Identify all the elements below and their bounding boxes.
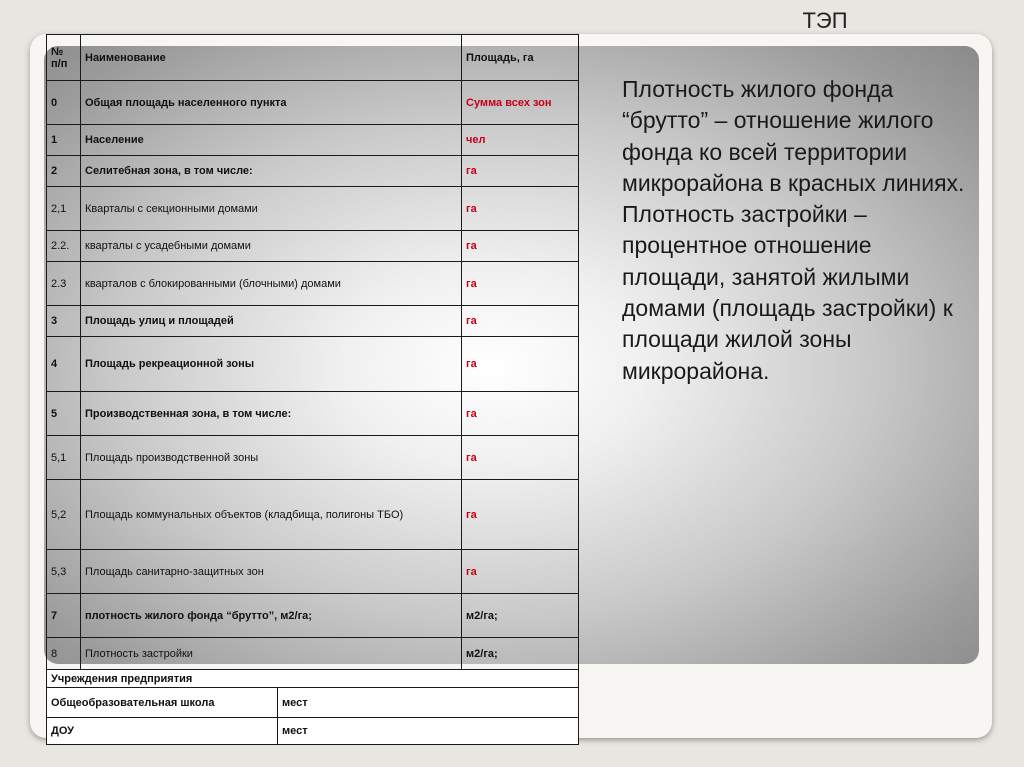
- table-row: [47, 231, 579, 262]
- table-row: [47, 262, 579, 306]
- table-row: [47, 638, 579, 670]
- row-name: Плотность застройки: [81, 638, 462, 670]
- facility-name: ДОУ: [47, 718, 278, 745]
- header-area: Площадь, га: [462, 35, 579, 81]
- description-paragraph-2: Плотность застройки – процентное отношение площади, занятой жилыми домами (площадь застройки) к площади жилой зоны микрорайона.: [622, 201, 953, 384]
- row-num: 3: [47, 306, 81, 337]
- row-num: 2.3: [47, 262, 81, 306]
- table-row: [47, 594, 579, 638]
- row-value: га: [462, 550, 579, 594]
- row-value: га: [462, 231, 579, 262]
- table-row: [47, 81, 579, 125]
- row-value: м2/га;: [462, 594, 579, 638]
- row-name: кварталы с усадебными домами: [81, 231, 462, 262]
- row-name: Площадь улиц и площадей: [81, 306, 462, 337]
- table-row: [47, 550, 579, 594]
- section-row: [47, 670, 579, 688]
- row-num: 2.2.: [47, 231, 81, 262]
- row-num: 1: [47, 125, 81, 156]
- table-row: [47, 337, 579, 392]
- facility-row: [47, 718, 579, 745]
- row-name: Население: [81, 125, 462, 156]
- section-title: Учреждения предприятия: [47, 670, 579, 688]
- row-num: 0: [47, 81, 81, 125]
- table-header-row: [47, 35, 579, 81]
- table-row: [47, 436, 579, 480]
- row-name: Общая площадь населенного пункта: [81, 81, 462, 125]
- row-name: Производственная зона, в том числе:: [81, 392, 462, 436]
- row-value: Сумма всех зон: [462, 81, 579, 125]
- facility-row: [47, 688, 579, 718]
- row-num: 5: [47, 392, 81, 436]
- row-value: га: [462, 262, 579, 306]
- row-name: плотность жилого фонда “брутто”, м2/га;: [81, 594, 462, 638]
- row-num: 7: [47, 594, 81, 638]
- row-value: га: [462, 436, 579, 480]
- facility-unit: мест: [278, 718, 579, 745]
- row-name: Площадь санитарно-защитных зон: [81, 550, 462, 594]
- row-value: га: [462, 480, 579, 550]
- row-name: Кварталы с секционными домами: [81, 187, 462, 231]
- description-text: [622, 74, 977, 387]
- row-num: 5,1: [47, 436, 81, 480]
- table-row: [47, 125, 579, 156]
- table-row: [47, 306, 579, 337]
- table-row: [47, 187, 579, 231]
- row-value: га: [462, 187, 579, 231]
- row-value: га: [462, 156, 579, 187]
- header-num: № п/п: [47, 35, 81, 81]
- row-num: 5,3: [47, 550, 81, 594]
- description-paragraph-1: Плотность жилого фонда “брутто” – отношение жилого фонда ко всей территории микрорайона в красных линиях.: [622, 76, 965, 196]
- tep-table: [46, 34, 579, 745]
- table-row: [47, 480, 579, 550]
- row-name: Площадь рекреационной зоны: [81, 337, 462, 392]
- table-row: [47, 392, 579, 436]
- header-name: Наименование: [81, 35, 462, 81]
- row-num: 8: [47, 638, 81, 670]
- slide-title: ТЭП: [802, 8, 848, 33]
- row-value: га: [462, 306, 579, 337]
- row-num: 2: [47, 156, 81, 187]
- row-name: Площадь коммунальных объектов (кладбища, полигоны ТБО): [81, 480, 462, 550]
- row-name: Площадь производственной зоны: [81, 436, 462, 480]
- row-num: 4: [47, 337, 81, 392]
- facility-name: Общеобразовательная школа: [47, 688, 278, 718]
- row-value: чел: [462, 125, 579, 156]
- table-row: [47, 156, 579, 187]
- row-name: Селитебная зона, в том числе:: [81, 156, 462, 187]
- row-num: 2,1: [47, 187, 81, 231]
- row-value: га: [462, 392, 579, 436]
- row-name: кварталов с блокированными (блочными) домами: [81, 262, 462, 306]
- row-num: 5,2: [47, 480, 81, 550]
- row-value: га: [462, 337, 579, 392]
- row-value: м2/га;: [462, 638, 579, 670]
- facility-unit: мест: [278, 688, 579, 718]
